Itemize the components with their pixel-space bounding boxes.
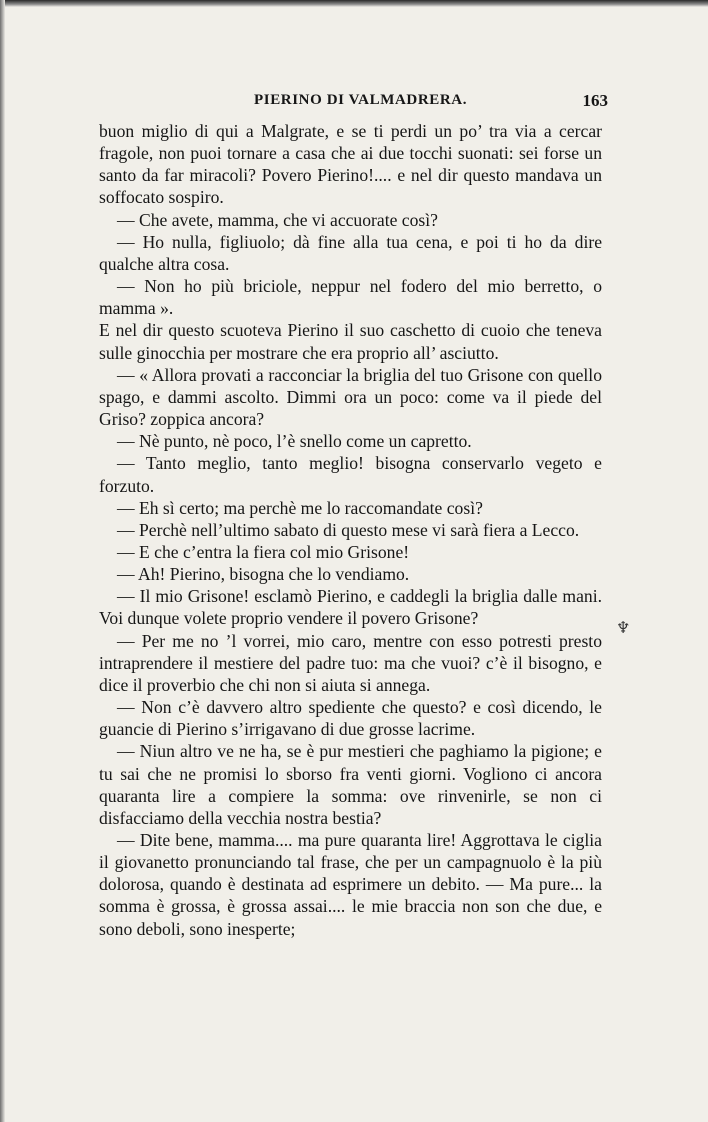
paragraph: — Non ho più briciole, neppur nel fodero del mio berretto, o mamma ». xyxy=(99,276,602,319)
paragraph: — Eh sì certo; ma perchè me lo raccomandate così? xyxy=(117,497,483,518)
paragraph: — Per me no ’l vorrei, mio caro, mentre con esso potresti presto intraprendere il mestiere del padre tuo: ma che vuoi? c’è il bisogno, e dice il proverbio che chi non si aiuta si annega. xyxy=(99,630,602,695)
page-number: 163 xyxy=(582,91,608,110)
paragraph: — Nè punto, nè poco, l’è snello come un capretto. xyxy=(117,431,472,452)
paragraph: — Che avete, mamma, che vi accuorate così? xyxy=(117,209,438,230)
paragraph: — Ho nulla, figliuolo; dà fine alla tua cena, e poi ti ho da dire qualche altra cosa. xyxy=(99,231,602,274)
paragraph: — « Allora provati a racconciar la briglia del tuo Grisone con quello spago, e dammi ascolto. Dimmi ora un poco: come va il piede del Griso? zoppica ancora? xyxy=(99,364,602,430)
paragraph: — Il mio Grisone! esclamò Pierino, e caddegli la briglia dalle mani. Voi dunque volete proprio vendere il povero Grisone? xyxy=(99,586,602,629)
margin-mark: ♆ xyxy=(616,620,631,637)
book-page xyxy=(99,91,608,940)
paragraph: — E che c’entra la fiera col mio Grisone! xyxy=(117,541,410,562)
scan-top-shadow xyxy=(0,0,708,7)
body-text xyxy=(99,120,602,940)
paragraph: — Dite bene, mamma.... ma pure quaranta lire! Aggrottava le ciglia il giovanetto pronunciando tal frase, che per un campagnuolo è la più dolorosa, quando è destinata ad esprimere un debito. — Ma pure... la somma è grossa, è grossa assai.... le mie braccia non son che due, e sono deboli, sono inesperte; xyxy=(99,830,602,939)
paragraph: — Ah! Pierino, bisogna che lo vendiamo. xyxy=(117,564,410,585)
paragraph: buon miglio di qui a Malgrate, e se ti perdi un po’ tra via a cercar fragole, non puoi tornare a casa che ai due tocchi suonati: sei forse un santo da far miracoli? Povero Pierino!.... e nel dir questo mandava un soffocato sospiro. xyxy=(99,121,602,208)
paragraph: — Tanto meglio, tanto meglio! bisogna conservarlo vegeto e forzuto. xyxy=(99,453,602,496)
running-head xyxy=(99,91,608,120)
paragraph: — Non c’è davvero altro spediente che questo? e così dicendo, le guancie di Pierino s’irrigavano di due grosse lacrime. xyxy=(99,697,602,740)
paragraph: E nel dir questo scuoteva Pierino il suo caschetto di cuoio che teneva sulle ginocchia per mostrare che era proprio all’ asciutto. xyxy=(99,320,602,363)
running-head-title: PIERINO DI VALMADRERA. xyxy=(254,92,468,108)
paragraph: — Niun altro ve ne ha, se è pur mestieri che paghiamo la pigione; e tu sai che ne promisi lo sborso fra venti giorni. Vogliono ci ancora quaranta lire a compiere la somma: ove rinvenirle, se non ci disfacciamo della vecchia nostra bestia? xyxy=(99,741,602,828)
paragraph: — Perchè nell’ultimo sabato di questo mese vi sarà fiera a Lecco. xyxy=(117,519,580,540)
scan-left-shadow xyxy=(0,0,5,1122)
